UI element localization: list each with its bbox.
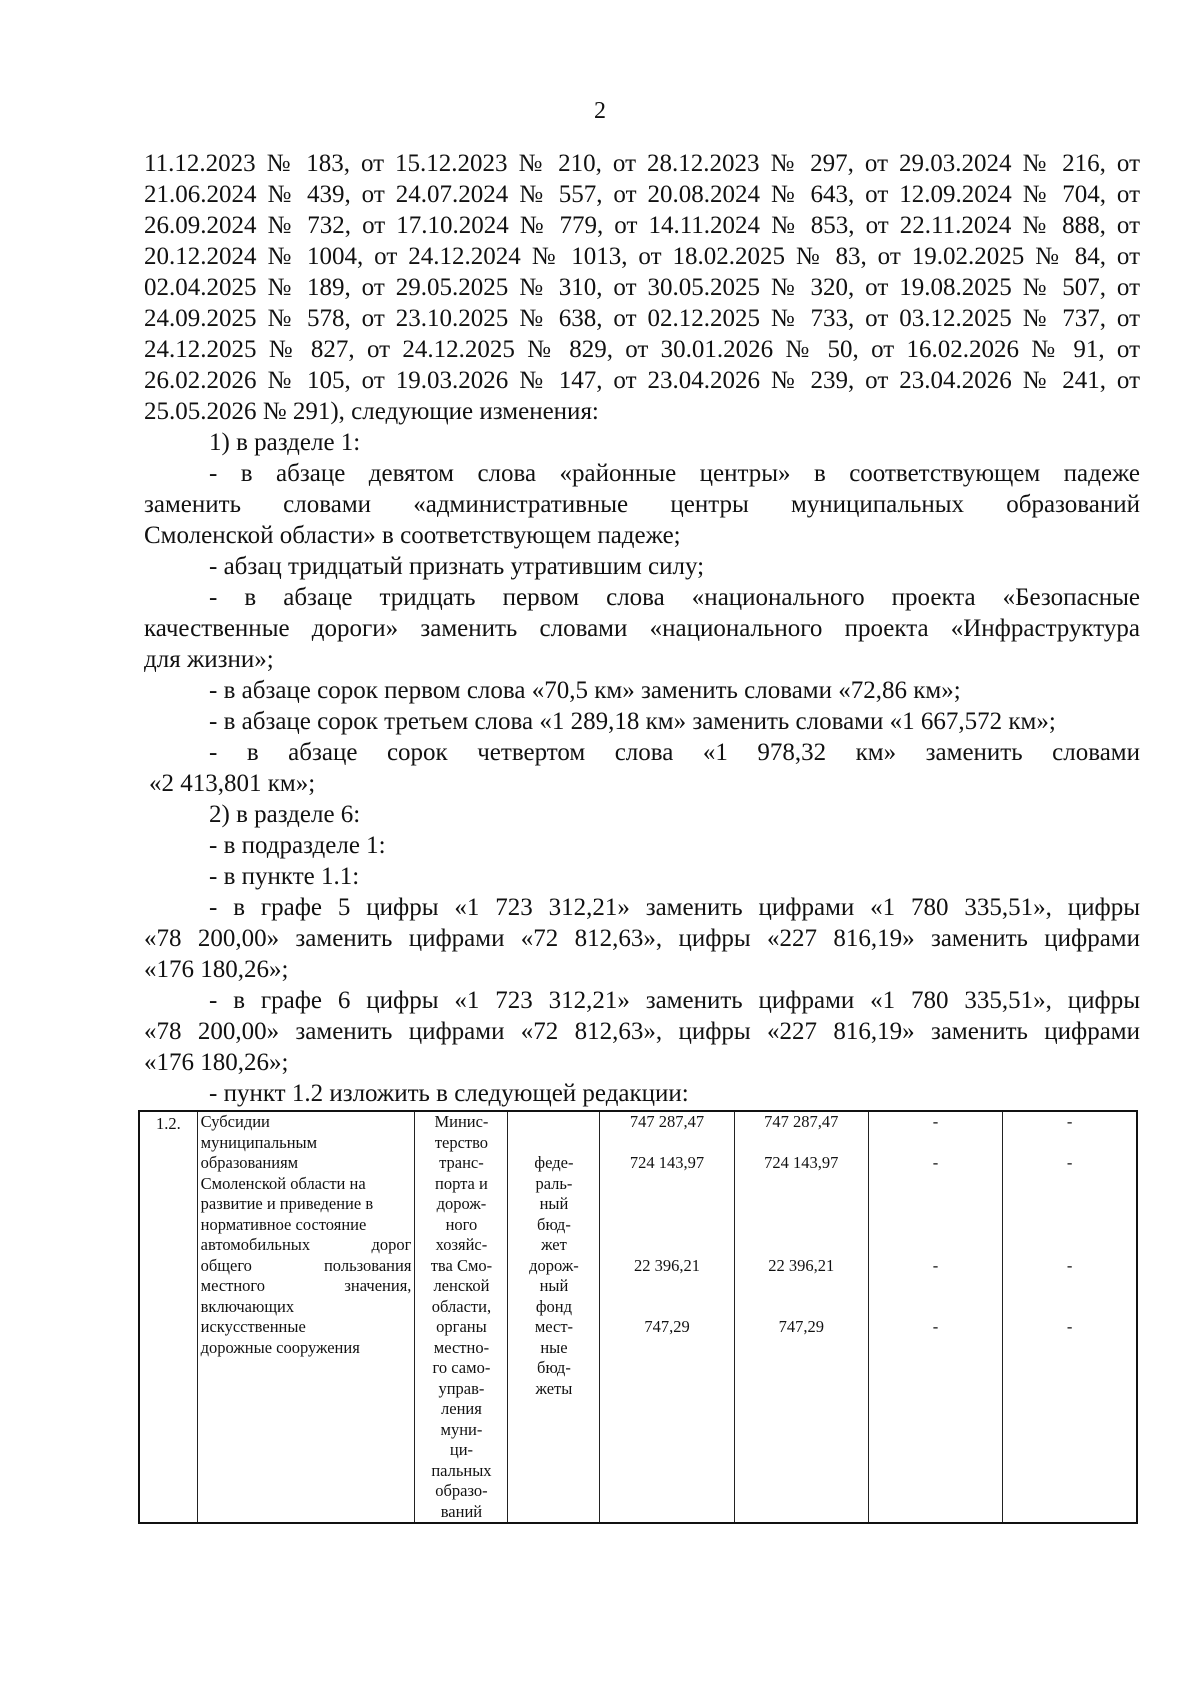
dash: -: [1066, 1112, 1073, 1131]
source-federal-line: бюд-: [537, 1214, 571, 1234]
body-line: - в графе 6 цифры «1 723 312,21» заменить цифрами «1 780 335,51», цифры: [209, 987, 1140, 1014]
dash: -: [932, 1317, 939, 1336]
body-line: 26.02.2026 № 105, от 19.03.2026 № 147, от 23.04.2026 № 239, от 23.04.2026 № 241, от: [144, 367, 1140, 394]
executor-line: транс-: [439, 1153, 484, 1172]
source-local-line: ные: [540, 1337, 568, 1357]
executor-line: органы: [436, 1317, 487, 1336]
local-col6: 747,29: [778, 1317, 824, 1336]
funding-source-cell: [508, 1111, 600, 1523]
column-5-cell: [600, 1111, 734, 1523]
description-line: местного значения,: [200, 1276, 412, 1295]
description-line: общего пользования: [200, 1255, 412, 1275]
body-line: для жизни»;: [144, 646, 274, 673]
federal-col5: 724 143,97: [629, 1153, 705, 1172]
description-line: Субсидии: [200, 1112, 270, 1131]
description-line: развитие и приведение в: [200, 1194, 374, 1213]
source-local-line: бюд-: [537, 1358, 571, 1377]
executor-cell: [415, 1111, 508, 1523]
federal-col6: 724 143,97: [764, 1153, 839, 1172]
executor-line: Минис-: [434, 1112, 489, 1131]
description-line: Смоленской области на: [200, 1173, 366, 1193]
body-line: 21.06.2024 № 439, от 24.07.2024 № 557, от 20.08.2024 № 643, от 12.09.2024 № 704, от: [144, 181, 1140, 208]
executor-line: ци-: [449, 1440, 474, 1459]
item-number-cell: 1.2.: [139, 1111, 197, 1523]
body-line: заменить словами «административные центры муниципальных образований: [144, 491, 1140, 518]
dash: -: [1066, 1255, 1073, 1275]
executor-line: ления: [441, 1399, 482, 1418]
executor-line: порта и: [435, 1173, 488, 1193]
source-road-fund-line: фонд: [535, 1296, 573, 1316]
body-line: «176 180,26»;: [144, 956, 289, 983]
description-line: образованиям: [200, 1153, 299, 1172]
body-line: «78 200,00» заменить цифрами «72 812,63», цифры «227 816,19» заменить цифрами: [144, 925, 1140, 952]
body-line: - в пункте 1.1:: [209, 863, 360, 890]
executor-line: ваний: [440, 1501, 483, 1521]
executor-line: терство: [434, 1132, 489, 1152]
amendment-table: [138, 1110, 1138, 1524]
source-federal-line: раль-: [535, 1173, 573, 1193]
executor-line: местно-: [433, 1337, 490, 1357]
dash: -: [1066, 1153, 1073, 1172]
total-col6: 747 287,47: [764, 1112, 839, 1131]
column-7-cell: [868, 1111, 1002, 1523]
executor-line: муни-: [440, 1419, 483, 1439]
body-line: 24.09.2025 № 578, от 23.10.2025 № 638, от 02.12.2025 № 733, от 03.12.2025 № 737, от: [144, 305, 1140, 332]
body-line: 02.04.2025 № 189, от 29.05.2025 № 310, от 30.05.2025 № 320, от 19.08.2025 № 507, от: [144, 274, 1140, 301]
dash: -: [932, 1112, 939, 1131]
road-fund-col6: 22 396,21: [768, 1255, 835, 1275]
body-line: Смоленской области» в соответствующем падеже;: [144, 522, 681, 549]
description-line: нормативное состояние: [200, 1214, 367, 1234]
executor-line: дорож-: [436, 1194, 487, 1213]
body-line: 26.09.2024 № 732, от 17.10.2024 № 779, от 14.11.2024 № 853, от 22.11.2024 № 888, от: [144, 212, 1140, 239]
dash: -: [932, 1255, 939, 1275]
description-line: включающих: [200, 1296, 295, 1316]
column-6-cell: [734, 1111, 868, 1523]
section-heading: 1) в разделе 1:: [209, 429, 361, 456]
description-cell: [197, 1111, 415, 1523]
body-line: 11.12.2023 № 183, от 15.12.2023 № 210, от 28.12.2023 № 297, от 29.03.2024 № 216, от: [144, 150, 1140, 177]
page-number: 2: [594, 98, 606, 124]
executor-line: образо-: [435, 1481, 488, 1500]
source-road-fund-line: дорож-: [529, 1255, 579, 1275]
executor-line: управ-: [438, 1378, 485, 1398]
body-line: «176 180,26»;: [144, 1049, 289, 1076]
body-line: - в подразделе 1:: [209, 832, 386, 859]
executor-line: го само-: [432, 1358, 491, 1377]
body-line: - пункт 1.2 изложить в следующей редакции:: [209, 1080, 689, 1107]
body-line: 20.12.2024 № 1004, от 24.12.2024 № 1013, от 18.02.2025 № 83, от 19.02.2025 № 84, от: [144, 243, 1140, 270]
body-line: 25.05.2026 № 291), следующие изменения:: [144, 398, 599, 425]
source-federal-line: феде-: [534, 1153, 574, 1172]
body-line: - в абзаце сорок третьем слова «1 289,18 км» заменить словами «1 667,572 км»;: [209, 708, 1056, 735]
description-line: автомобильных дорог: [200, 1235, 412, 1254]
source-local-line: жеты: [535, 1378, 573, 1398]
source-federal-line: ный: [539, 1194, 569, 1213]
dash: -: [932, 1153, 939, 1172]
executor-line: тва Смо-: [430, 1255, 493, 1275]
dash: -: [1066, 1317, 1073, 1336]
source-road-fund-line: ный: [539, 1276, 569, 1295]
source-federal-line: жет: [541, 1235, 567, 1254]
body-line: качественные дороги» заменить словами «национального проекта «Инфраструктура: [144, 615, 1140, 642]
body-line: 24.12.2025 № 827, от 24.12.2025 № 829, от 30.01.2026 № 50, от 16.02.2026 № 91, от: [144, 336, 1140, 363]
executor-line: хозяйс-: [435, 1235, 488, 1254]
body-line: - в графе 5 цифры «1 723 312,21» заменить цифрами «1 780 335,51», цифры: [209, 894, 1140, 921]
body-line: «78 200,00» заменить цифрами «72 812,63», цифры «227 816,19» заменить цифрами: [144, 1018, 1140, 1045]
table-row: [139, 1111, 1137, 1523]
body-line: - в абзаце сорок четвертом слова «1 978,32 км» заменить словами: [209, 739, 1140, 766]
description-line: муниципальным: [200, 1132, 318, 1152]
body-line: - в абзаце тридцать первом слова «национального проекта «Безопасные: [209, 584, 1140, 611]
road-fund-col5: 22 396,21: [634, 1255, 701, 1275]
section-heading: 2) в разделе 6:: [209, 801, 361, 828]
local-col5: 747,29: [644, 1317, 690, 1336]
body-line: - в абзаце девятом слова «районные центры» в соответствующем падеже: [209, 460, 1140, 487]
body-line: «2 413,801 км»;: [149, 770, 316, 797]
body-line: - в абзаце сорок первом слова «70,5 км» заменить словами «72,86 км»;: [209, 677, 961, 704]
document-body: [144, 148, 1140, 1109]
executor-line: пальных: [431, 1460, 492, 1480]
executor-line: области,: [431, 1296, 492, 1316]
source-local-line: мест-: [534, 1317, 574, 1336]
description-line: дорожные сооружения: [200, 1337, 360, 1357]
description-line: искусственные: [200, 1317, 306, 1336]
column-8-cell: [1003, 1111, 1137, 1523]
body-line: - абзац тридцатый признать утратившим силу;: [209, 553, 705, 580]
executor-line: ного: [445, 1214, 478, 1234]
total-col5: 747 287,47: [629, 1112, 705, 1131]
executor-line: ленской: [433, 1276, 490, 1295]
